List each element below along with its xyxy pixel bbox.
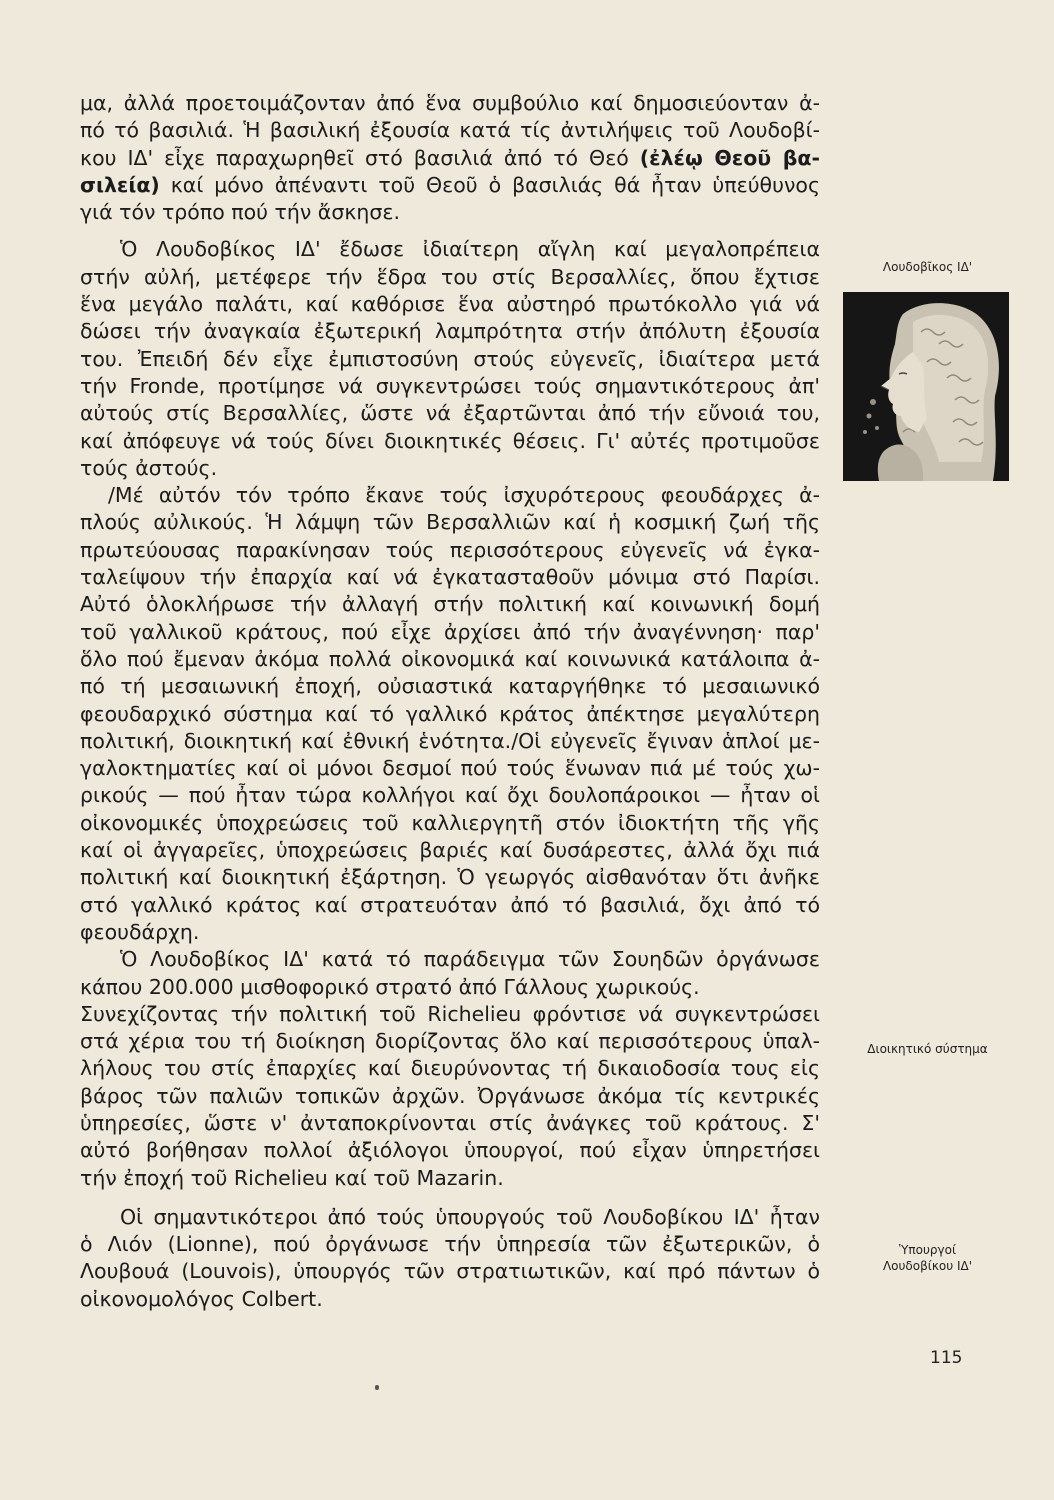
text-line: ὅλο πού ἔμεναν ἀκόμα πολλά οἰκονομικά καί κοινωνικά κατάλοιπα ἀ-	[80, 646, 820, 671]
text-line: /Μέ αὐτόν τόν τρόπο ἔκανε τούς ἰσχυρότερους φεουδάρχες ἀ-	[108, 483, 820, 508]
text-line: στό γαλλικό κράτος καί στρατευόταν ἀπό τό βασιλιά, ὄχι ἀπό τό	[80, 892, 820, 917]
page-number: 115	[930, 1348, 963, 1368]
paragraph-gap	[80, 226, 820, 236]
text-line: οἰκονομικές ὑποχρεώσεις τοῦ καλλιεργητῆ στόν ἰδιοκτήτη τῆς γῆς	[80, 810, 820, 835]
text-line: ἕνα μεγάλο παλάτι, καί καθόρισε ἕνα αὐστηρό πρωτόκολλο γιά νά	[80, 292, 820, 317]
louis-bust-illustration	[843, 292, 1009, 481]
text-line: αὐτό βοήθησαν πολλοί ἀξιόλογοι ὑπουργοί, πού εἶχαν ὑπηρετήσει	[80, 1138, 820, 1163]
text-line: βάρος τῶν παλιῶν τοπικῶν ἀρχῶν. Ὀργάνωσε ἀκόμα τίς κεντρικές	[80, 1083, 820, 1108]
text-line: ὁ Λιόν (Lionne), πού ὀργάνωσε τήν ὑπηρεσία τῶν ἐξωτερικῶν, ὁ	[80, 1232, 820, 1257]
text-line	[80, 145, 820, 172]
text-line: αὐτούς στίς Βερσαλλίες, ὥστε νά ἐξαρτῶνται ἀπό τήν εὔνοιά του,	[80, 401, 820, 426]
text-segment: κου ΙΔ' εἶχε παραχωρηθεῖ στό βασιλιά ἀπό τό Θεό	[80, 145, 629, 170]
text-line: πό τό βασιλιά. Ἡ βασιλική ἐξουσία κατά τίς ἀντιλήψεις τοῦ Λουδοβί-	[80, 118, 820, 143]
text-line: γιά τόν τρόπο πού τήν ἄσκησε.	[80, 200, 400, 225]
margin-note-line: Ὑπουργοί	[898, 1243, 957, 1257]
margin-note-line: Λουδοβίκου ΙΔ'	[882, 1259, 973, 1273]
text-line: ὑπηρεσίες, ὥστε ν' ἀνταποκρίνονται στίς ἀνάγκες τοῦ κράτους. Σ'	[80, 1110, 820, 1135]
text-line: λήλους του στίς ἐπαρχίες καί διευρύνοντας τή δικαιοδοσία τους εἰς	[80, 1056, 820, 1081]
text-line: τήν ἐποχή τοῦ Richelieu καί τοῦ Mazarin.	[80, 1165, 504, 1190]
main-text	[80, 90, 820, 1313]
portrait-image	[843, 292, 1009, 481]
text-line: καί οἱ ἀγγαρεῖες, ὑποχρεώσεις βαριές καί δυσάρεστες, ἀλλά ὄχι πιά	[80, 838, 820, 863]
paragraph-gap	[80, 1192, 820, 1204]
margin-note-ministers	[845, 1242, 1010, 1274]
text-line: τήν Fronde, προτίμησε νά συγκεντρώσει τούς σημαντικότερους ἀπ'	[80, 373, 820, 398]
text-line: πρωτεύουσας παρακίνησαν τούς περισσότερους εὐγενεῖς νά ἐγκα-	[80, 537, 820, 562]
text-line: φεουδάρχη.	[80, 919, 200, 944]
text-line: μα, ἀλλά προετοιμάζονταν ἀπό ἕνα συμβούλιο καί δημοσιεύονταν ἀ-	[80, 91, 820, 115]
text-line: Ὁ Λουδοβίκος ΙΔ' ἔδωσε ἰδιαίτερη αἴγλη καί μεγαλοπρέπεια	[120, 237, 820, 262]
bold-phrase: (ἐλέῳ Θεοῦ βα-	[639, 145, 820, 170]
text-line: στά χέρια του τή διοίκηση διορίζοντας ὅλο καί περισσότερους ὑπαλ-	[80, 1029, 820, 1054]
print-speck	[375, 1385, 379, 1390]
margin-note-louis: Λουδοβῖκος ΙΔ'	[882, 260, 973, 274]
text-line: πολιτική, διοικητική καί ἐθνική ἑνότητα./Οἱ εὐγενεῖς ἔγιναν ἁπλοί με-	[80, 728, 820, 753]
text-line	[80, 172, 820, 199]
text-line: του. Ἐπειδή δέν εἶχε ἐμπιστοσύνη στούς εὐγενεῖς, ἰδιαίτερα μετά	[80, 346, 820, 371]
text-line: πό τή μεσαιωνική ἐποχή, οὐσιαστικά καταργήθηκε τό μεσαιωνικό	[80, 674, 820, 699]
text-line: Αὐτό ὁλοκλήρωσε τήν ἀλλαγή στήν πολιτική καί κοινωνική δομή	[80, 592, 820, 617]
text-line: Οἱ σημαντικότεροι ἀπό τούς ὑπουργούς τοῦ Λουδοβίκου ΙΔ' ἦταν	[120, 1204, 820, 1229]
text-line: τούς ἀστούς.	[80, 455, 218, 480]
text-line: καί ἀπόφευγε νά τούς δίνει διοικητικές θέσεις. Γι' αὐτές προτιμοῦσε	[80, 428, 820, 453]
text-line: ταλείψουν τήν ἐπαρχία καί νά ἐγκατασταθοῦν μόνιμα στό Παρίσι.	[80, 565, 820, 590]
text-line: φεουδαρχικό σύστημα καί τό γαλλικό κράτος ἀπέκτησε μεγαλύτερη	[80, 701, 820, 726]
text-line: πολιτική καί διοικητική ἐξάρτηση. Ὁ γεωργός αἰσθανόταν ὅτι ἀνῆκε	[80, 865, 820, 890]
text-line: Ὁ Λουδοβίκος ΙΔ' κατά τό παράδειγμα τῶν Σουηδῶν ὀργάνωσε	[120, 947, 820, 972]
text-line: οἰκονομολόγος Colbert.	[80, 1286, 323, 1311]
text-line: Συνεχίζοντας τήν πολιτική τοῦ Richelieu φρόντισε νά συγκεντρώσει	[80, 1001, 820, 1026]
text-line: τοῦ γαλλικοῦ κράτους, πού εἶχε ἀρχίσει ἀπό τήν ἀναγέννηση· παρ'	[80, 619, 820, 644]
margin-note-admin: Διοικητικό σύστημα	[867, 1042, 988, 1056]
text-line: δώσει τήν ἀναγκαία ἐξωτερική λαμπρότητα στήν ἀπόλυτη ἐξουσία	[80, 319, 820, 344]
text-segment: καί μόνο ἀπέναντι τοῦ Θεοῦ ὁ βασιλιάς θά ἦταν ὑπεύθυνος	[159, 172, 820, 197]
text-line: στήν αὐλή, μετέφερε τήν ἕδρα του στίς Βερσαλλίες, ὅπου ἔχτισε	[80, 264, 820, 289]
text-line: ρικούς — πού ἦταν τώρα κολλήγοι καί ὄχι δουλοπάροικοι — ἦταν οἱ	[80, 783, 820, 808]
text-line: πλούς αὐλικούς. Ἡ λάμψη τῶν Βερσαλλιῶν καί ἡ κοσμική ζωή τῆς	[80, 510, 820, 535]
text-line: γαλοκτηματίες καί οἱ μόνοι δεσμοί πού τούς ἕνωναν πιά μέ τούς χω-	[80, 756, 820, 781]
bold-phrase: σιλεία)	[80, 172, 160, 197]
text-line: κάπου 200.000 μισθοφορικό στρατό ἀπό Γάλλους χωρικούς.	[80, 974, 700, 999]
text-line: Λουβουά (Louvois), ὑπουργός τῶν στρατιωτικῶν, καί πρό πάντων ὁ	[80, 1259, 820, 1284]
